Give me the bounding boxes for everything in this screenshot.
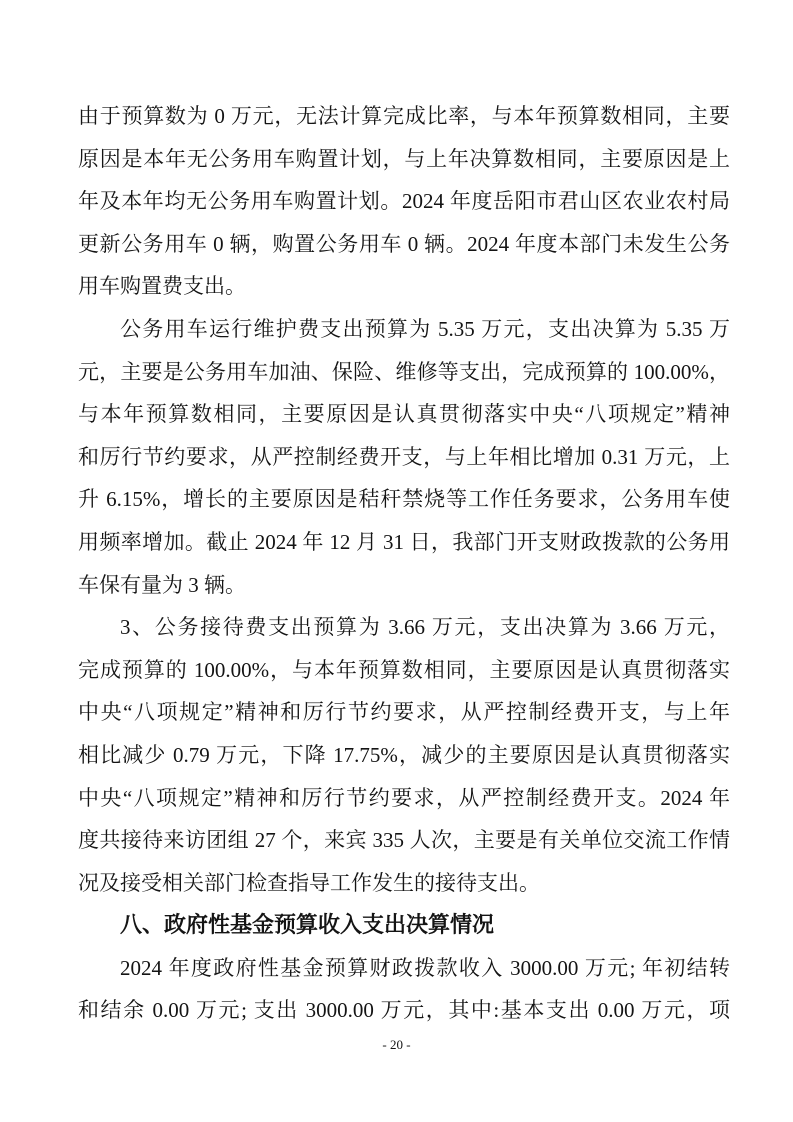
text-line: 与本年预算数相同，主要原因是认真贯彻落实中央“八项规定”精神 <box>78 402 730 427</box>
text-line: 中央“八项规定”精神和厉行节约要求，从严控制经费开支，与上年 <box>78 700 730 725</box>
section-heading <box>78 904 730 947</box>
text-line: 用车购置费支出。 <box>78 274 246 299</box>
text-line: 更新公务用车 0 辆，购置公务用车 0 辆。2024 年度本部门未发生公务 <box>78 231 730 256</box>
paragraph <box>78 95 730 308</box>
text-line: 相比减少 0.79 万元，下降 17.75%，减少的主要原因是认真贯彻落实 <box>78 742 730 767</box>
paragraph <box>78 606 730 904</box>
paragraph <box>78 308 730 606</box>
page-number: - 20 - <box>382 1037 411 1052</box>
text-line: 车保有量为 3 辆。 <box>78 572 246 597</box>
text-line: 度共接待来访团组 27 个，来宾 335 人次，主要是有关单位交流工作情 <box>78 828 730 853</box>
text-line: 用频率增加。截止 2024 年 12 月 31 日，我部门开支财政拨款的公务用 <box>78 529 730 554</box>
text-line: 公务用车运行维护费支出预算为 5.35 万元，支出决算为 5.35 万 <box>120 316 730 341</box>
text-line: 中央“八项规定”精神和厉行节约要求，从严控制经费开支。2024 年 <box>78 785 730 810</box>
document-body <box>78 95 730 1032</box>
text-line: 和结余 0.00 万元; 支出 3000.00 万元，其中:基本支出 0.00 万元，项 <box>78 998 730 1023</box>
text-line: 原因是本年无公务用车购置计划，与上年决算数相同，主要原因是上 <box>78 146 730 171</box>
text-line: 况及接受相关部门检查指导工作发生的接待支出。 <box>78 870 540 895</box>
text-line: 八、政府性基金预算收入支出决算情况 <box>120 912 495 938</box>
text-line: 2024 年度政府性基金预算财政拨款收入 3000.00 万元; 年初结转 <box>120 955 730 980</box>
text-line: 升 6.15%，增长的主要原因是秸秆禁烧等工作任务要求，公务用车使 <box>78 487 730 512</box>
text-line: 3、公务接待费支出预算为 3.66 万元，支出决算为 3.66 万元， <box>120 615 730 640</box>
text-line: 由于预算数为 0 万元，无法计算完成比率，与本年预算数相同，主要 <box>78 104 730 128</box>
page-footer <box>0 1036 793 1054</box>
text-line: 年及本年均无公务用车购置计划。2024 年度岳阳市君山区农业农村局 <box>78 189 730 214</box>
text-line: 元，主要是公务用车加油、保险、维修等支出，完成预算的 100.00%， <box>78 359 730 384</box>
paragraph <box>78 947 730 1032</box>
text-line: 和厉行节约要求，从严控制经费开支，与上年相比增加 0.31 万元，上 <box>78 444 730 469</box>
text-line: 完成预算的 100.00%，与本年预算数相同，主要原因是认真贯彻落实 <box>78 657 730 682</box>
